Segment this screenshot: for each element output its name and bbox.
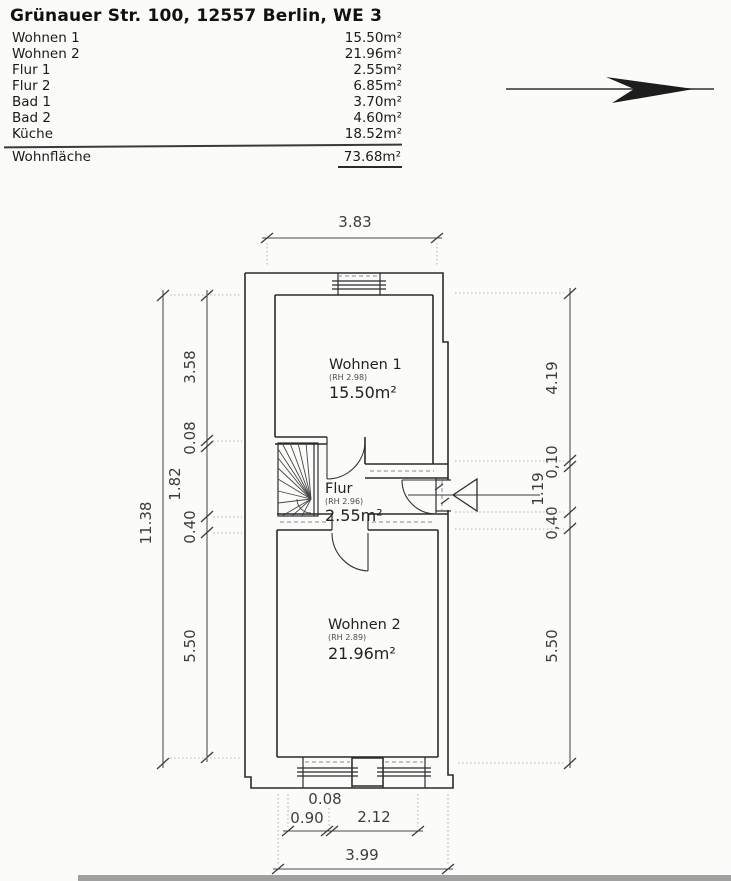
room-label-flur	[325, 481, 383, 525]
room-area-value: 15.50m²	[344, 30, 402, 46]
window-top	[332, 273, 386, 295]
room-area-value: 3.70m²	[353, 94, 402, 110]
door-wohnen2	[332, 533, 368, 571]
dim-label: 0.08	[181, 421, 199, 455]
dimension-bottom	[272, 790, 454, 874]
dim-label: 3.83	[338, 213, 372, 231]
dimension-right-chain	[455, 288, 576, 769]
dim-label: 0,10	[543, 445, 561, 479]
dim-label: 0.90	[290, 809, 324, 827]
room-area-value: 21.96m²	[344, 46, 402, 62]
dimension-top	[261, 213, 443, 265]
dim-label: 3.99	[345, 846, 379, 864]
room-ceiling-height: (RH 2.96)	[325, 497, 364, 506]
dim-label: 11.38	[137, 501, 155, 545]
dim-label: 5.50	[181, 629, 199, 663]
tread-line	[278, 468, 311, 499]
entrance	[402, 478, 540, 514]
room-name: Wohnen 2	[328, 617, 401, 633]
room-area-value: 4.60m²	[353, 110, 402, 126]
room-label: Wohnen 1	[12, 30, 80, 46]
dimension-left-chain	[166, 290, 242, 763]
door-swing-arc	[402, 480, 436, 514]
room-label: Wohnen 2	[12, 46, 80, 62]
room-ceiling-height: (RH 2.98)	[329, 373, 368, 382]
total-area-value: 73.68m²	[338, 149, 402, 168]
room-label: Küche	[12, 126, 54, 142]
room-ceiling-height: (RH 2.89)	[328, 633, 367, 642]
dim-label: 0.08	[308, 790, 342, 808]
room-area-value: 6.85m²	[353, 78, 402, 94]
tread-line	[290, 443, 311, 499]
dim-label: 3.58	[181, 350, 199, 384]
total-label: Wohnfläche	[12, 149, 91, 165]
arrow-head	[606, 77, 694, 103]
tread-line	[278, 449, 311, 499]
page-title: Grünauer Str. 100, 12557 Berlin, WE 3	[10, 6, 383, 26]
room-area-value: 2.55m²	[353, 62, 402, 78]
room-name: Wohnen 1	[329, 357, 402, 373]
dim-label: 0.40	[181, 510, 199, 544]
windows-bottom	[297, 757, 431, 788]
room-label: Flur 1	[12, 62, 51, 78]
north-arrow-icon	[506, 77, 714, 103]
door-wohnen1	[327, 441, 365, 479]
dim-label: 4.19	[543, 361, 561, 395]
room-label-wohnen1	[329, 357, 402, 402]
dimension-left-total	[137, 290, 169, 769]
staircase	[278, 443, 318, 516]
dim-label: 1.19	[529, 472, 547, 506]
room-area: 21.96m²	[328, 644, 396, 663]
room-label: Bad 1	[12, 94, 51, 110]
door-swing-arc	[332, 533, 368, 571]
room-label: Bad 2	[12, 110, 51, 126]
dim-label: 1.82	[166, 467, 184, 501]
room-name: Flur	[325, 481, 353, 497]
room-area: 15.50m²	[329, 383, 397, 402]
scan-artifact	[78, 875, 731, 881]
dim-label: 2.12	[357, 808, 391, 826]
dim-label: 0,40	[543, 506, 561, 540]
room-area: 2.55m²	[325, 506, 383, 525]
dim-label: 5.50	[543, 629, 561, 663]
room-label: Flur 2	[12, 78, 51, 94]
room-area-value: 18.52m²	[344, 126, 402, 142]
door-swing-arc	[327, 441, 365, 479]
room-label-wohnen2	[328, 617, 401, 663]
